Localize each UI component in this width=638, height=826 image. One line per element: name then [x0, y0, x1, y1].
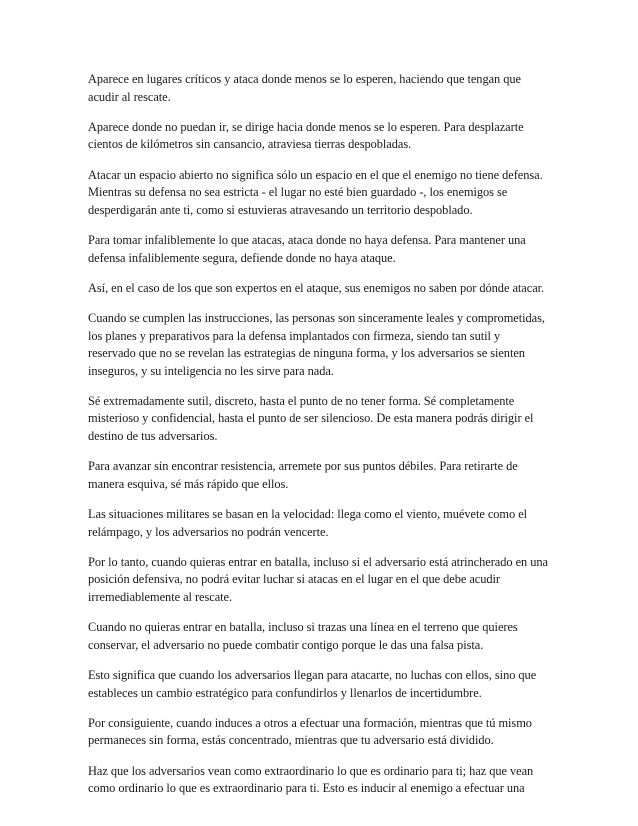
paragraph-11: Cuando no quieras entrar en batalla, incluso si trazas una línea en el terreno que quieres conservar, el adversario no puede combatir contigo porque le das una falsa pista. — [88, 620, 518, 652]
paragraph-12: Esto significa que cuando los adversarios llegan para atacarte, no luchas con ellos, sino que estableces un cambio estratégico para confundirlos y llenarlos de incertidumbre. — [88, 667, 537, 700]
paragraph-5: Así, en el caso de los que son expertos en el ataque, sus enemigos no saben por dónde atacar. — [88, 280, 545, 295]
paragraph-1: Aparece en lugares críticos y ataca donde menos se lo esperen, haciendo que tengan que acudir al rescate. — [88, 72, 521, 104]
paragraph-4: Para tomar infaliblemente lo que atacas, ataca donde no haya defensa. Para mantener una defensa infaliblemente segura, defiende donde no haya ataque. — [88, 232, 526, 265]
paragraph-7: Sé extremadamente sutil, discreto, hasta el punto de no tener forma. Sé completamente misterioso y confidencial, hasta el punto de ser silencioso. De esta manera podrás dirigir el destino de tus adversarios. — [88, 393, 534, 444]
paragraph-14: Haz que los adversarios vean como extraordinario lo que es ordinario para ti; haz que vean como ordinario lo que es extraordinario para ti. Esto es inducir al enemigo a efectuar una — [88, 763, 534, 796]
document-body — [88, 71, 550, 810]
paragraph-13: Por consiguiente, cuando induces a otros a efectuar una formación, mientras que tú mismo permaneces sin forma, estás concentrado, mientras que tu adversario está dividido. — [88, 715, 532, 748]
paragraph-8: Para avanzar sin encontrar resistencia, arremete por sus puntos débiles. Para retirarte de manera esquiva, sé más rápido que ellos. — [88, 459, 518, 491]
paragraph-10: Por lo tanto, cuando quieras entrar en batalla, incluso si el adversario está atrincherado en una posición defensiva, no podrá evitar luchar si atacas en el lugar en el que debe acudir irremediablemente al rescate. — [88, 554, 548, 604]
paragraph-3: Atacar un espacio abierto no significa sólo un espacio en el que el enemigo no tiene defensa. Mientras su defensa no sea estricta - el lugar no esté bien guardado -, los enemigos se desperdigarán ante ti, como si estuvieras atravesando un territorio despoblado. — [88, 167, 543, 217]
paragraph-2: Aparece donde no puedan ir, se dirige hacia donde menos se lo esperen. Para desplazarte cientos de kilómetros sin cansancio, atraviesa tierras despobladas. — [88, 119, 524, 152]
paragraph-6: Cuando se cumplen las instrucciones, las personas son sinceramente leales y comprometidas, los planes y preparativos para la defensa implantados con firmeza, siendo tan sutil y reservado que no se revelan las estrategias de ninguna forma, y los adversarios se sienten inseguros, y su inteligencia no les sirve para nada. — [88, 310, 545, 378]
paragraph-9: Las situaciones militares se basan en la velocidad: llega como el viento, muévete como el relámpago, y los adversarios no podrán vencerte. — [88, 507, 528, 539]
